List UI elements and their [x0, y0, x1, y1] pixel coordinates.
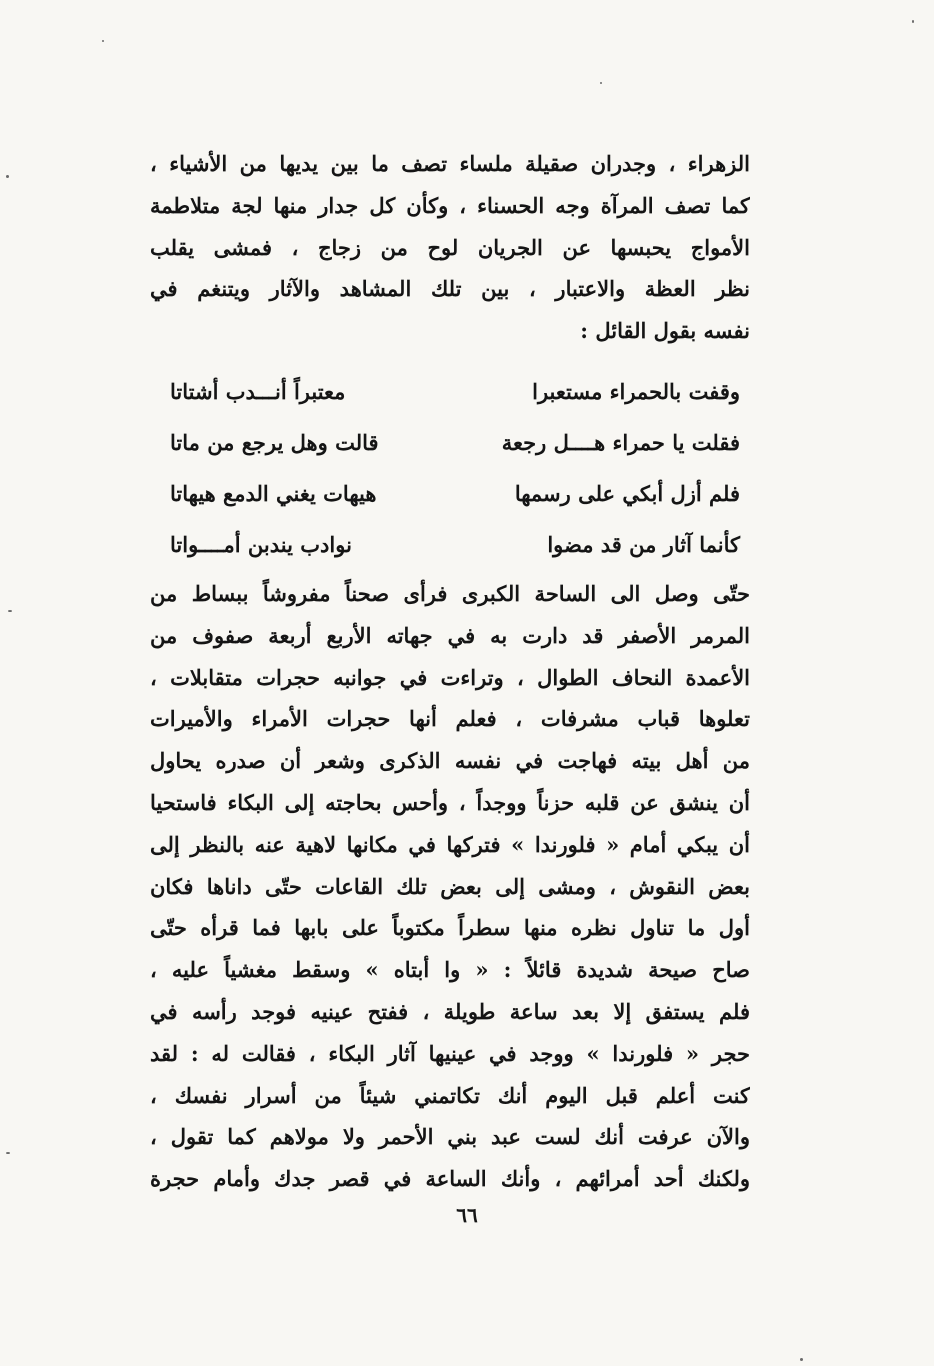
verse-second-hemistich: هيهات يغني الدمع هيهاتا: [170, 481, 377, 506]
text-line: نفسه بقول القائل :: [580, 318, 750, 344]
scan-speck: [6, 175, 9, 178]
text-line: أول ما تناول نظره منها سطراً مكتوباً على بابها فما قرأه حتّى: [150, 915, 750, 941]
text-line: تعلوها قباب مشرفات ، فعلم أنها حجرات الأمراء والأميرات: [150, 706, 750, 732]
poem: [170, 366, 740, 570]
text-line: والآن عرفت أنك لست عبد بني الأحمر ولا مولاهم كما تقول ،: [150, 1124, 750, 1150]
text-line: الأمواج يحبسها عن الجريان لوح من زجاج ، فمشى يقلب: [150, 234, 750, 260]
text-line: حجر « فلورندا » ووجد في عينيها آثار البكاء ، فقالت له : لقد: [150, 1040, 750, 1066]
page-number: ٦٦: [456, 1203, 478, 1227]
scan-speck: [102, 40, 104, 42]
poem-verse: [170, 366, 740, 417]
text-line: المرمر الأصفر قد دارت به في جهاته الأربع أربعة صفوف من: [150, 622, 750, 648]
scan-speck: [800, 1358, 803, 1361]
text-line: أن يبكي أمام « فلورندا » فتركها في مكانها لاهية عنه بالنظر إلى: [150, 831, 750, 857]
text-line: أن ينشق عن قلبه حزناً ووجداً ، وأحس بحاجته إلى البكاء فاستحيا: [150, 789, 750, 815]
text-line: بعض النقوش ، ومشى إلى بعض تلك القاعات حتّى داناها فكان: [150, 873, 750, 899]
text-line: حتّى وصل الى الساحة الكبرى فرأى صحناً مفروشاً ببساط من: [150, 581, 750, 606]
text-line: نظر العظة والاعتبار ، بين تلك المشاهد والآثار ويتنغم في: [150, 276, 750, 302]
text-line: كنت أعلم قبل اليوم أنك تكاتمني شيئاً من أسرار نفسك ،: [150, 1082, 750, 1108]
verse-first-hemistich: وقفت بالحمراء مستعبرا: [532, 379, 740, 404]
verse-second-hemistich: معتبراً أنـــدب أشتاتا: [170, 379, 346, 404]
paragraph-bottom: [150, 573, 750, 1200]
poem-verse: [170, 417, 740, 468]
text-line: الأعمدة النحاف الطوال ، وتراءت في جوانبه حجرات متقابلات ،: [150, 664, 750, 690]
text-line: فلم يستفق إلا بعد ساعة طويلة ، ففتح عينيه فوجد رأسه في: [150, 998, 750, 1024]
text-line: من أهل بيته فهاجت في نفسه الذكرى وشعر أن صدره يحاول: [150, 748, 750, 774]
scan-speck: [600, 82, 602, 84]
text-line: الزهراء ، وجدران صقيلة ملساء تصف ما بين يديها من الأشياء ،: [150, 151, 750, 176]
text-line: صاح صيحة شديدة قائلاً : « وا أبتاه » وسقط مغشياً عليه ،: [150, 957, 750, 983]
verse-first-hemistich: كأنما آثار من قد مضوا: [547, 532, 740, 557]
verse-second-hemistich: قالت وهل يرجع من ماتا: [170, 430, 379, 455]
scan-speck: [8, 610, 12, 612]
text-line: كما تصف المرآة وجه الحسناء ، وكأن كل جدار منها لجة متلاطمة: [150, 192, 750, 218]
poem-verse: [170, 519, 740, 570]
verse-first-hemistich: فقلت يا حمراء هــــل رجعة: [501, 430, 740, 455]
verse-second-hemistich: نوادب يندبن أمــــواتا: [170, 532, 352, 557]
poem-verse: [170, 468, 740, 519]
paragraph-top: [150, 143, 750, 352]
scan-speck: [6, 1152, 10, 1154]
verse-first-hemistich: فلم أزل أبكي على رسمها: [514, 481, 740, 506]
scan-speck: [912, 20, 914, 23]
text-line: ولكنك أحد أمرائهم ، وأنك الساعة في قصر جدك وأمام حجرة: [150, 1166, 750, 1192]
